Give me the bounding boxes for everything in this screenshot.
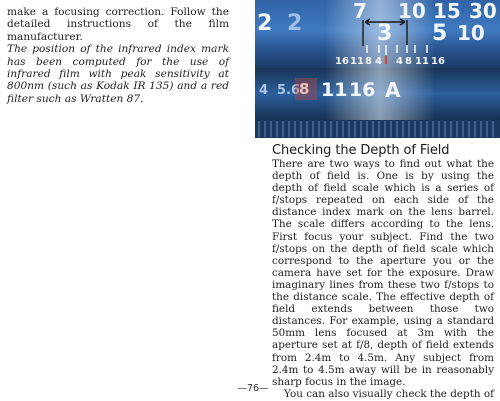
- aperture-value: 4: [259, 83, 269, 98]
- distance-mark-faded: 2: [287, 11, 303, 36]
- focusing-correction-paragraph: make a focusing correction. Follow the detailed instructions of the film manufacturer.: [7, 6, 229, 43]
- section-continued-paragraph: You can also visually check the depth of: [284, 387, 494, 400]
- distance-mark-7: 7: [353, 0, 367, 23]
- section-heading: Checking the Depth of Field: [272, 143, 450, 158]
- distance-index-3: 3: [377, 21, 393, 46]
- lens-barrel-photo: [255, 0, 500, 138]
- distance-mark-30: 30: [469, 0, 497, 23]
- left-column-text: [7, 6, 229, 105]
- dof-num: 4: [396, 56, 403, 67]
- dof-num: 8: [405, 56, 412, 67]
- dof-num: 11: [350, 56, 364, 67]
- lens-barrel-illustration: [255, 0, 500, 138]
- infrared-index-paragraph: The position of the infrared index mark has been computed for the use of infrared film with peak sensitivity at 800nm (such as Kodak IR 135) and a red filter such as Wratten 87.: [7, 43, 229, 105]
- aperture-value: 16: [349, 79, 376, 101]
- distance-mark-5: 5: [432, 21, 448, 46]
- aperture-value: 5.6: [277, 83, 301, 98]
- section-body-paragraph: There are two ways to find out what the depth of field is. One is by using the depth of field scale which is a series of f/stops repeated on each side of the distance index mark on the lens barrel. The scale differs according to the lens. First focus your subject. Find the two f/stops on the depth of field scale which correspond to the aperture you or the camera have set for the exposure. Draw imaginary lines from these two f/stops to the distance scale. The effective depth of field extends between those two distances. For example, using a standard 50mm lens focused at 3m with the aperture set at f/8, depth of field extends from 2.4m to 4.5m. Any subject from 2.4m to 4.5m away will be in reasonably sharp focus in the image.: [272, 158, 494, 388]
- dof-num: 4: [375, 56, 382, 67]
- dof-num: 16: [431, 56, 445, 67]
- dof-num: 11: [415, 56, 429, 67]
- dof-num: 8: [365, 56, 372, 67]
- depth-of-field-section: [272, 143, 494, 400]
- aperture-value: 11: [321, 79, 348, 101]
- selected-aperture-mark: [295, 78, 317, 100]
- distance-mark-left: 2: [257, 11, 273, 36]
- distance-mark-10: 10: [398, 0, 426, 23]
- aperture-auto-letter: A: [385, 78, 401, 102]
- page-number: —76—: [237, 383, 269, 394]
- distance-mark-15: 15: [433, 0, 461, 23]
- distance-mark-10-ft: 10: [457, 21, 485, 45]
- aperture-value-selected: 8: [299, 80, 310, 98]
- dof-num: 16: [335, 56, 349, 67]
